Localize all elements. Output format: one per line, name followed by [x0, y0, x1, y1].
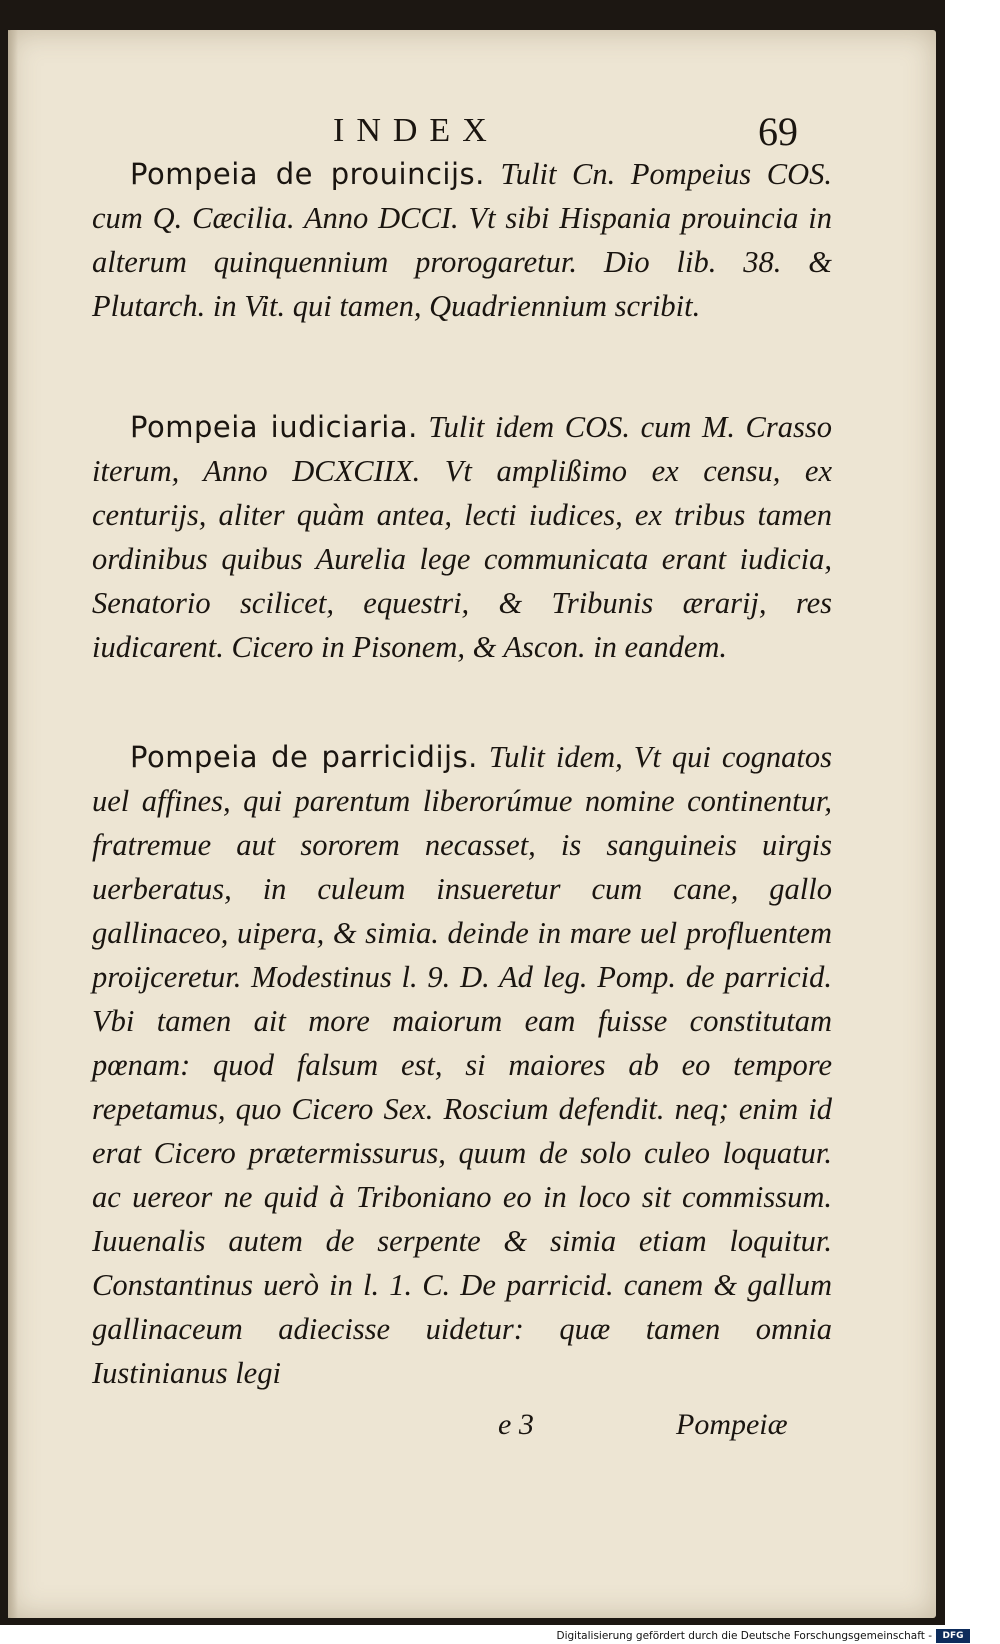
entry-text: Tulit idem COS. cum M. Crasso iterum, Anno DCXCIIX. Vt amplißimo ex censu, ex centurijs, aliter quàm antea, lecti iudices, ex tribus tamen ordinibus quibus Aurelia lege communicata erant iudicia, Senatorio scilicet, equestri, & Tribunis ærarij, res iudicarent. Cicero in Pisonem, & Ascon. in eandem.: [92, 410, 833, 664]
entry-heading: Pompeia de prouincijs.: [130, 157, 485, 191]
running-head: INDEX: [333, 112, 499, 149]
entry-text: Tulit idem, Vt qui cognatos uel affines, qui parentum liberorúmue nomine continentur, fratremue aut sororem necasset, is sanguineis uirgis uerberatus, in culeum insueretur cum cane, gallo gallinaceo, uipera, & simia. deinde in mare uel profluentem proijceretur. Modestinus l. 9. D. Ad leg. Pomp. de parricid. Vbi tamen ait more maiorum eam fuisse constitutam pœnam: quod falsum est, si maiores ab eo tempore repetamus, quo Cicero Sex. Roscium defendit. neq; enim id erat Cicero prætermissurus, quum de solo culeo loquatur. ac uereor ne quid à Triboniano eo in loco sit commissum. Iuuenalis autem de serpente & simia etiam loquitur. Constantinus uerò in l. 1. C. De parricid. canem & gallum gallinaceum adiecisse uidetur: quæ tamen omnia Iustinianus legi: [92, 740, 833, 1390]
book-page: [8, 30, 936, 1618]
catchword: Pompeiæ: [676, 1408, 788, 1441]
entry-heading: Pompeia iudiciaria.: [130, 410, 418, 444]
page-number: 69: [758, 109, 798, 154]
index-entry: [92, 152, 832, 328]
dfg-logo: DFG: [936, 1629, 970, 1643]
index-entry: [92, 735, 832, 1395]
index-entry: [92, 405, 832, 669]
page-footer: [8, 1408, 936, 1458]
entry-text: Tulit Cn. Pompeius COS. cum Q. Cæcilia. Anno DCCI. Vt sibi Hispania prouincia in alterum quinquennium prorogaretur. Dio lib. 38. & Plutarch. in Vit. qui tamen, Quadriennium scribit.: [92, 157, 833, 323]
page-edge-shadow: [8, 30, 18, 1618]
signature-mark: e 3: [498, 1408, 534, 1441]
entry-heading: Pompeia de parricidijs.: [130, 740, 478, 774]
funding-note: Digitalisierung gefördert durch die Deutsche Forschungsgemeinschaft -: [556, 1630, 932, 1642]
